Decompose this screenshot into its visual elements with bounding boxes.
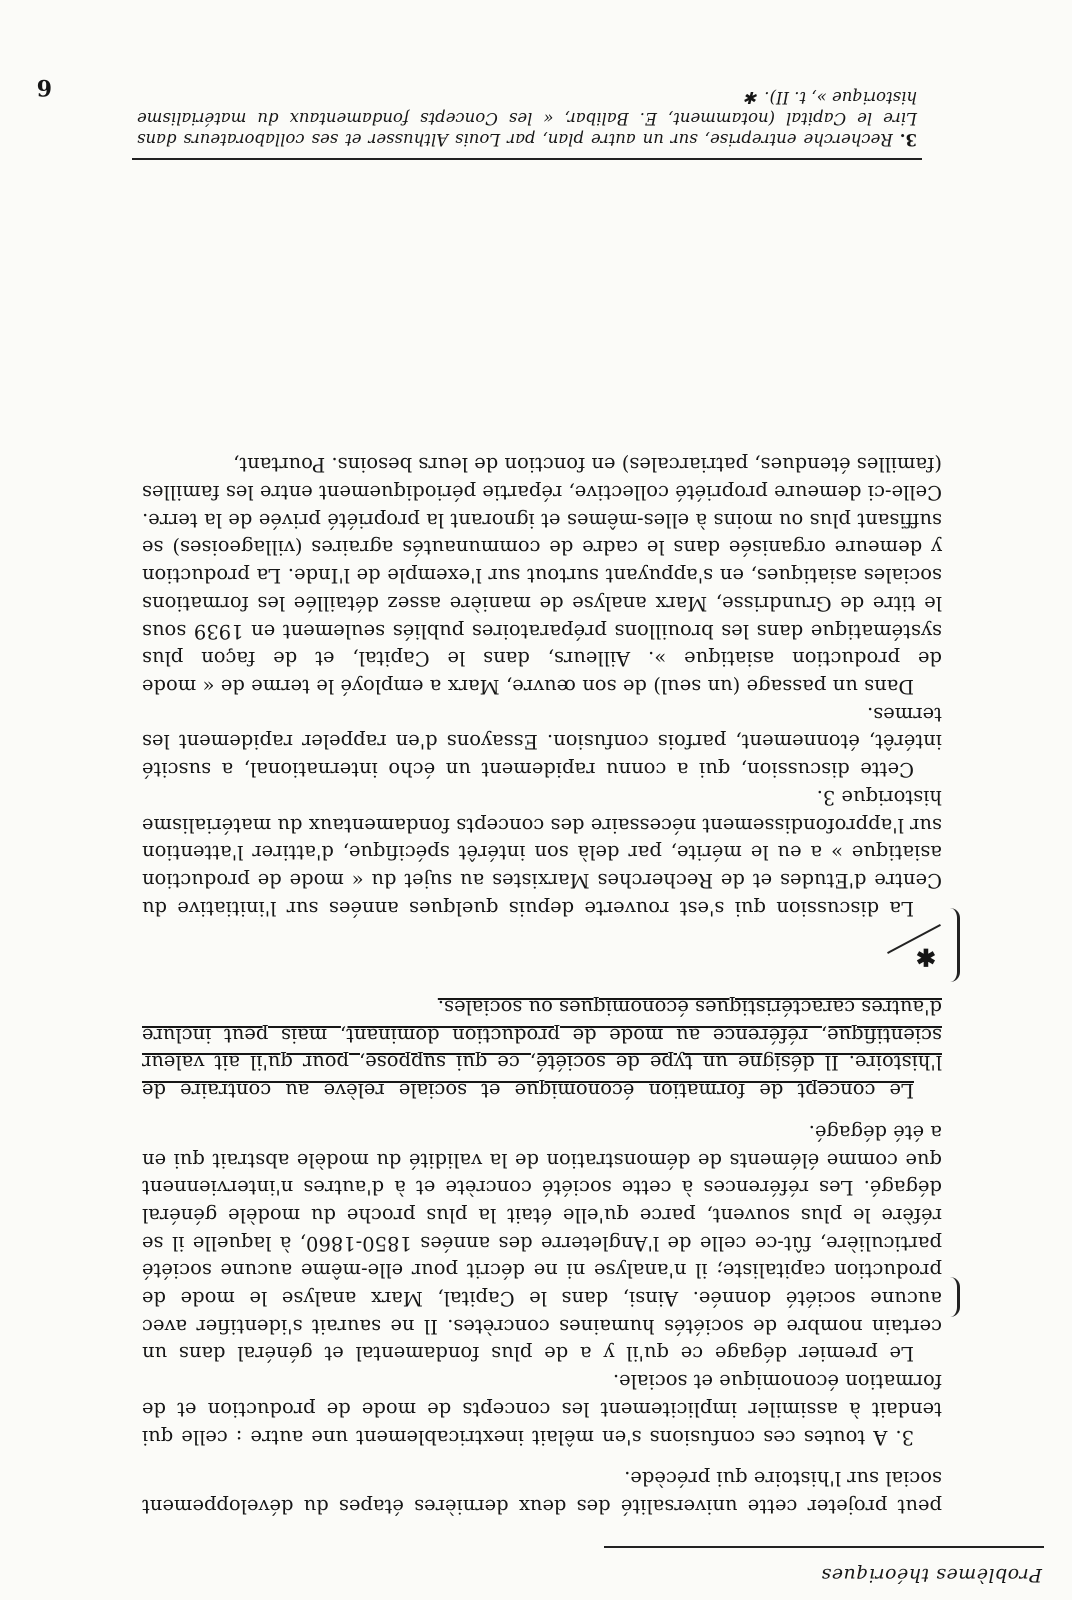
handwritten-bracket [943, 1277, 960, 1317]
page-number: 6 [36, 74, 52, 100]
header-rule [604, 1546, 1044, 1548]
running-head: Problèmes théoriques [821, 1564, 1042, 1586]
paragraph: La discussion qui s'est rouverte depuis quelques années sur l'initiative du Centre d'Etudes et de Recherches Marxistes au sujet du « mode de production asiatique » a eu le mérite, par delà son intérêt spécifique, d'attirer l'attention sur l'approfondissement nécessaire des concepts fondamentaux du matérialisme historique 3. [142, 785, 942, 920]
footnote-rule [132, 158, 922, 160]
paragraph: Dans un passage (un seul) de son œuvre, Marx a employé le terme de « mode de production asiatique ». Ailleurs, dans le Capital, et de façon plus systématique dans les brouillons préparatoires publiés seulement en 1939 sous le titre de Grundrisse, Marx analyse de manière assez détaillée les formations sociales asiatiques, en s'appuyant surtout sur l'exemple de l'Inde. La production y demeure organisée dans le cadre de communautés agraires (villageoises) se suffisant plus ou moins à elles-mêmes et ignorant la propriété privée de la terre. Celle-ci demeure propriété collective, répartie périodiquement entre les familles (familles étendues, patriarcales) en fonction de leurs besoins. Pourtant, [142, 453, 942, 699]
paragraph: Le concept de formation économique et sociale relève au contraire de l'histoire. Il désigne un type de société, ce qui suppose, pour qu'il ait valeur scientifique, référence au mode de production dominant, mais peut inclure d'autres caractéristiques économiques ou sociales. [142, 996, 942, 1103]
section-separator-mark: ✱ [915, 943, 936, 973]
body-text [142, 451, 942, 1520]
footnote-text: Recherche entreprise, sur un autre plan, par Louis Althusser et ses collaborateurs dans Lire le Capital (notamment, E. Balibar, « les Concepts fondamentaux du matérialisme historique », t. II). [136, 88, 917, 149]
handwritten-star-mark: ✱ [745, 88, 760, 107]
paragraph: peut projeter cette universalité des deux dernières étapes du développement social sur l'histoire qui précède. [142, 1467, 942, 1518]
paragraph: Cette discussion, qui a connu rapidement un écho international, a suscité intérêt, étonnement, parfois confusion. Essayons d'en rappeler rapidement les termes. [142, 702, 942, 782]
paragraph: Le premier dégage ce qu'il y a de plus fondamental et général dans un certain nombre de sociétés humaines concrètes. Il ne saurait s'identifier avec aucune société donnée. Ainsi, dans le Capital, Marx analyse le mode de production capitaliste; il n'analyse ni ne décrit pour elle-même aucune société particulière, fût-ce celle de l'Angleterre des années 1850-1860, à laquelle il se réfère le plus souvent, parce qu'elle était la plus proche du modèle général dégagé. Les références à cette société concrète et à d'autres n'interviennent que comme éléments de démonstration de la validité du modèle abstrait qui en a été dégagé. [142, 1120, 942, 1366]
handwritten-bracket [943, 908, 960, 982]
paragraph: 3. A toutes ces confusions s'en mêlait inextricablement une autre : celle qui tendait à assimiler implicitement les concepts de mode de production et de formation économique et sociale. [142, 1370, 942, 1449]
footnote-number: 3. [899, 130, 917, 149]
footnote [137, 87, 917, 150]
